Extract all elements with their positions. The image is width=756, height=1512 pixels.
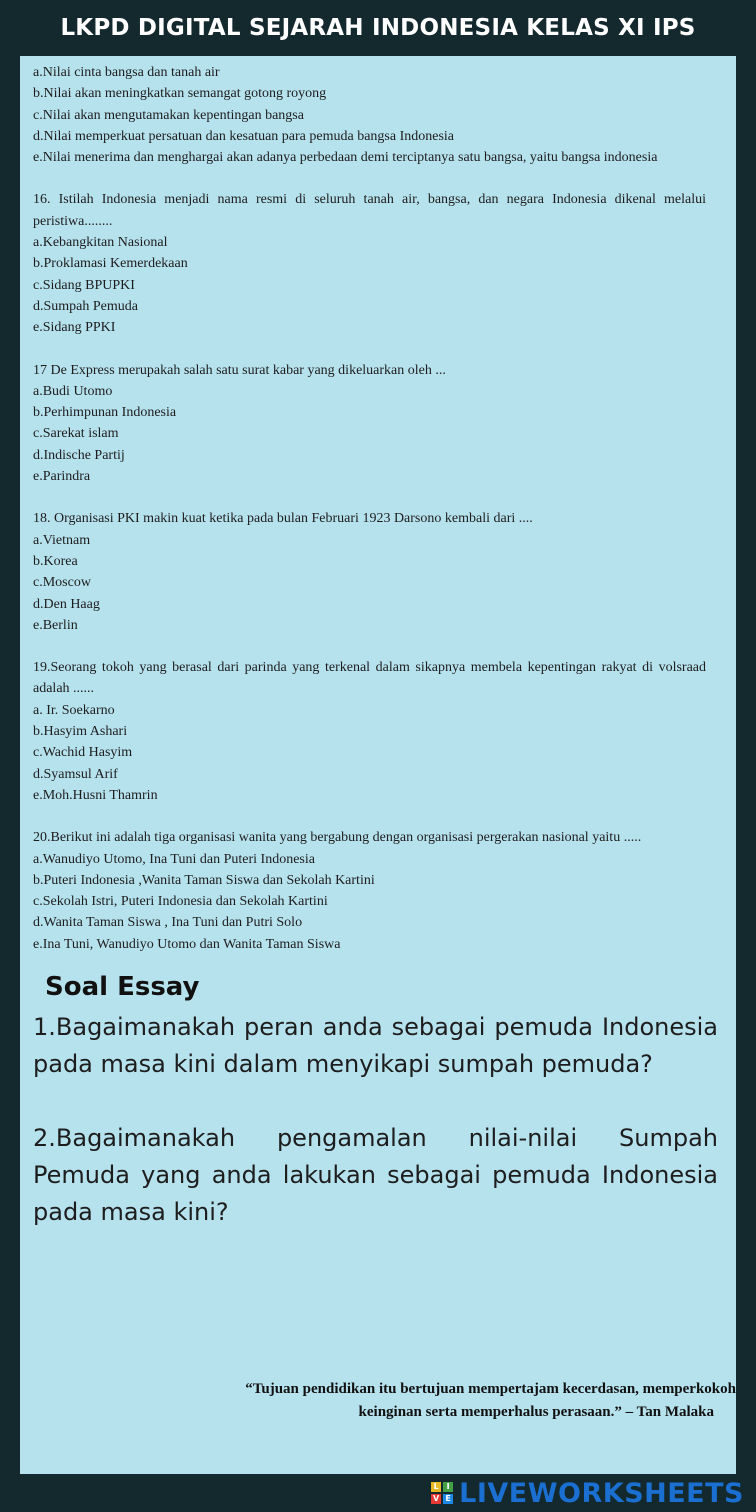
essay-question-2: 2.Bagaimanakah pengamalan nilai-nilai Sumpah Pemuda yang anda lakukan sebagai pemuda Indonesia pada masa kini? bbox=[33, 1123, 718, 1226]
question-text: 20.Berikut ini adalah tiga organisasi wanita yang bergabung dengan organisasi pergerakan nasional yaitu ..... bbox=[33, 830, 642, 846]
option[interactable]: c.Sekolah Istri, Puteri Indonesia dan Sekolah Kartini bbox=[33, 894, 328, 910]
quote-line-2: keinginan serta memperhalus perasaan.” – Tan Malaka bbox=[358, 1404, 714, 1420]
question-19 bbox=[33, 657, 706, 806]
option[interactable]: a.Budi Utomo bbox=[33, 383, 113, 399]
option[interactable]: e.Berlin bbox=[33, 617, 78, 633]
question-text: 16. Istilah Indonesia menjadi nama resmi di seluruh tanah air, bangsa, dan negara Indonesia dikenal melalui peristiwa........ bbox=[33, 192, 706, 229]
option[interactable]: c.Sidang BPUPKI bbox=[33, 277, 135, 293]
option[interactable]: c.Nilai akan mengutamakan kepentingan bangsa bbox=[33, 107, 304, 123]
option[interactable]: c.Moscow bbox=[33, 575, 91, 591]
option[interactable]: d.Indische Partij bbox=[33, 447, 125, 463]
question-16 bbox=[33, 189, 706, 338]
option[interactable]: d.Den Haag bbox=[33, 596, 100, 612]
logo-letter: I bbox=[443, 1482, 453, 1492]
essay-question-1: 1.Bagaimanakah peran anda sebagai pemuda Indonesia pada masa kini dalam menyikapi sumpah pemuda? bbox=[33, 1012, 718, 1078]
option[interactable]: d.Nilai memperkuat persatuan dan kesatuan para pemuda bangsa Indonesia bbox=[33, 128, 455, 144]
worksheet-panel bbox=[20, 56, 736, 1474]
quote bbox=[245, 1378, 736, 1424]
liveworksheets-logo-icon bbox=[431, 1482, 453, 1504]
option[interactable]: a.Vietnam bbox=[33, 532, 91, 548]
option[interactable]: e.Nilai menerima dan menghargai akan adanya perbedaan demi terciptanya satu bangsa, yaitu bangsa indonesia bbox=[33, 150, 658, 166]
option[interactable]: a.Nilai cinta bangsa dan tanah air bbox=[33, 65, 220, 80]
option[interactable]: b.Puteri Indonesia ,Wanita Taman Siswa dan Sekolah Kartini bbox=[33, 872, 375, 888]
question-text: 18. Organisasi PKI makin kuat ketika pada bulan Februari 1923 Darsono kembali dari .... bbox=[33, 511, 533, 527]
option[interactable]: d.Wanita Taman Siswa , Ina Tuni dan Putri Solo bbox=[33, 915, 303, 931]
option[interactable]: c.Sarekat islam bbox=[33, 426, 119, 442]
option[interactable]: e.Parindra bbox=[33, 469, 91, 485]
logo-letter: E bbox=[443, 1494, 453, 1504]
question-text: 17 De Express merupakah salah satu surat kabar yang dikeluarkan oleh ... bbox=[33, 362, 446, 378]
question-20 bbox=[33, 827, 706, 955]
option[interactable]: e.Sidang PPKI bbox=[33, 320, 116, 336]
essay-section bbox=[33, 1009, 718, 1231]
option[interactable]: e.Moh.Husni Thamrin bbox=[33, 787, 158, 803]
option[interactable]: a.Wanudiyo Utomo, Ina Tuni dan Puteri Indonesia bbox=[33, 851, 315, 867]
logo-letter: L bbox=[431, 1482, 441, 1492]
option[interactable]: e.Ina Tuni, Wanudiyo Utomo dan Wanita Taman Siswa bbox=[33, 936, 341, 952]
option[interactable]: b.Hasyim Ashari bbox=[33, 724, 128, 740]
option[interactable]: a. Ir. Soekarno bbox=[33, 702, 115, 718]
quote-line-1: “Tujuan pendidikan itu bertujuan mempertajam kecerdasan, memperkokoh bbox=[245, 1381, 736, 1397]
previous-question-options bbox=[33, 62, 706, 168]
option[interactable]: b.Perhimpunan Indonesia bbox=[33, 405, 177, 421]
brand-name: LIVEWORKSHEETS bbox=[459, 1477, 744, 1509]
option[interactable]: d.Syamsul Arif bbox=[33, 766, 118, 782]
logo-letter: V bbox=[433, 1494, 440, 1503]
option[interactable]: b.Proklamasi Kemerdekaan bbox=[33, 256, 188, 272]
option[interactable]: b.Nilai akan meningkatkan semangat gotong royong bbox=[33, 86, 327, 102]
question-18 bbox=[33, 508, 706, 636]
option[interactable]: a.Kebangkitan Nasional bbox=[33, 235, 168, 251]
liveworksheets-footer bbox=[431, 1478, 744, 1508]
page-title: LKPD DIGITAL SEJARAH INDONESIA KELAS XI IPS bbox=[60, 15, 696, 41]
question-text: 19.Seorang tokoh yang berasal dari parinda yang terkenal dalam sikapnya membela kepentingan rakyat di volsraad adalah ...... bbox=[33, 660, 706, 697]
option[interactable]: c.Wachid Hasyim bbox=[33, 745, 133, 761]
question-17 bbox=[33, 360, 706, 488]
option[interactable]: d.Sumpah Pemuda bbox=[33, 298, 138, 314]
essay-heading: Soal Essay bbox=[45, 971, 200, 1002]
option[interactable]: b.Korea bbox=[33, 553, 78, 569]
